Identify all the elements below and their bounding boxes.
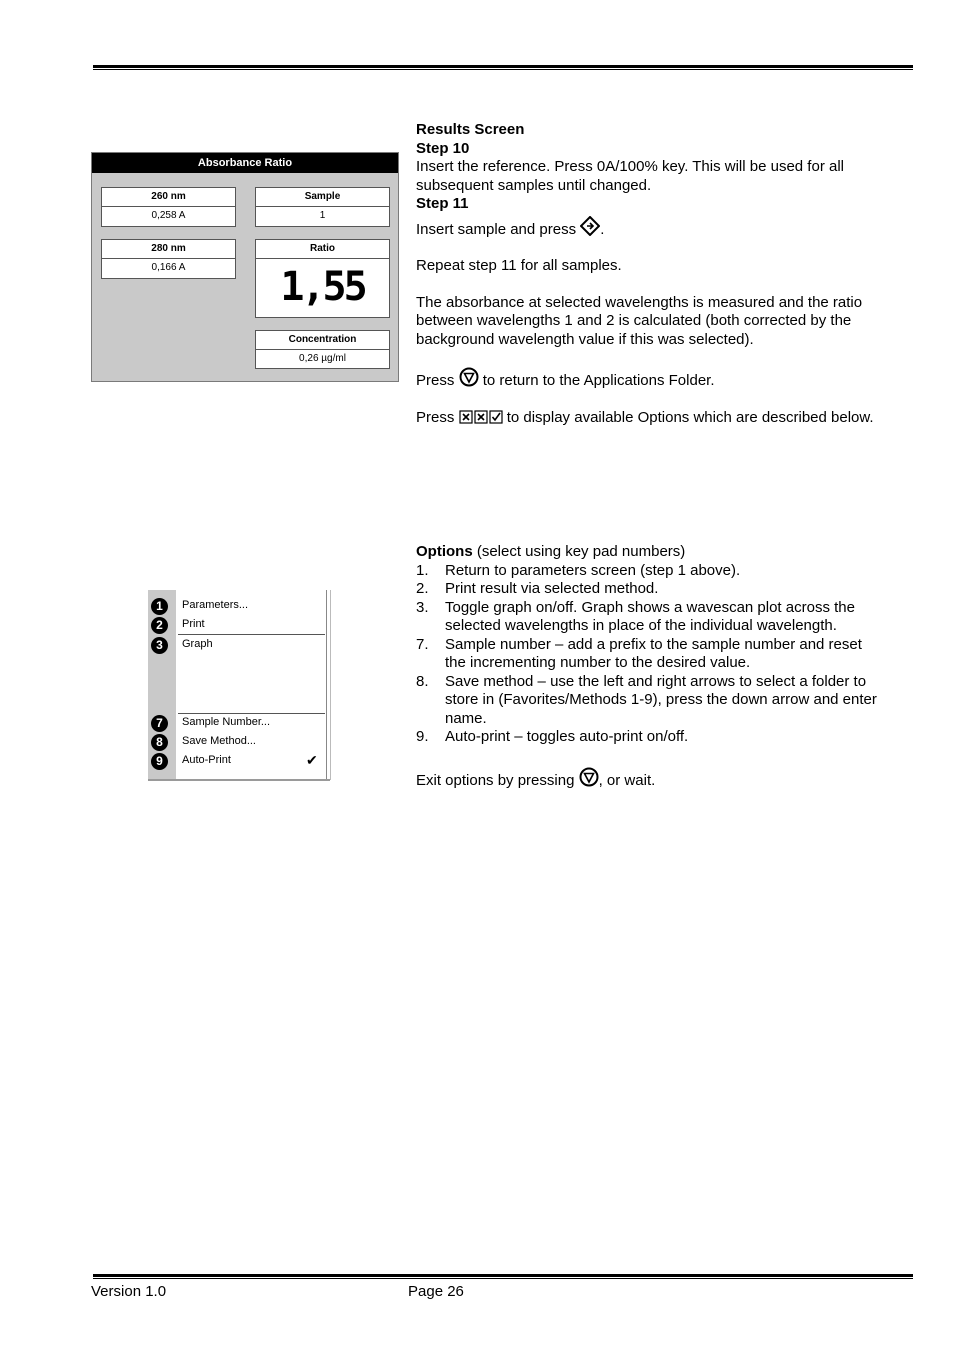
exit-pre: Exit options by pressing [416,771,575,789]
menu-item-print[interactable] [148,615,328,634]
menu-item-graph[interactable] [148,635,328,654]
screen-title: Absorbance Ratio [92,153,398,173]
options-heading-line [416,543,886,562]
menu-item-sample-number[interactable] [148,713,328,732]
sample-box [255,187,390,227]
wavelength-2-value: 0,166 A [151,262,186,273]
menu-bottom-edge [148,779,330,781]
menu-item-label: Auto-Print [182,754,231,766]
options-heading: Options [416,543,473,560]
menu-number-icon: 2 [151,617,168,634]
menu-item-label: Sample Number... [182,716,271,728]
list-item [416,636,886,673]
options-list [416,562,886,747]
menu-number-icon: 7 [151,715,168,732]
options-line [416,409,886,430]
list-item [416,562,886,581]
list-item-text: Print result via selected method. [445,580,659,597]
list-item-text: Return to parameters screen (step 1 above). [445,561,741,579]
wavelength-1-value: 0,258 A [151,210,186,221]
list-item-text: Sample number – add a prefix to the sample number and reset the incrementing number to the desired value. [445,635,862,671]
stop-key-icon [579,767,599,793]
ratio-label: Ratio [256,240,389,259]
ratio-value: 1,55 [280,264,365,310]
return-text: to return to the Applications Folder. [482,372,715,389]
list-item [416,599,886,636]
list-item [416,728,886,747]
return-press: Press [416,372,455,389]
menu-item-label: Print [182,618,205,630]
wavelength-1-label: 260 nm [102,188,235,207]
menu-item-label: Save Method... [182,735,256,747]
options-heading-note: (select using key pad numbers) [472,543,686,560]
step-10-text: Insert the reference. Press 0A/100% key. This will be used for all subsequent samples until changed. [416,158,844,194]
footer-version: Version 1.0 [91,1283,167,1300]
concentration-box [255,330,390,369]
list-item [416,673,886,729]
list-item-number: 3. [416,598,429,616]
menu-item-label: Parameters... [182,599,249,611]
list-item-text: Auto-print – toggles auto-print on/off. [445,728,689,745]
options-press: Press [416,408,455,426]
list-item [416,580,886,599]
footer-rule-thick [93,1274,913,1277]
menu-number-icon: 1 [151,598,168,615]
list-item-number: 7. [416,635,429,653]
options-menu [148,590,331,782]
options-keys-icon [459,410,503,430]
concentration-label: Concentration [256,331,389,350]
return-line [416,367,886,393]
results-section [416,121,886,429]
step-11-pre: Insert sample and press [416,220,577,238]
list-item-text: Toggle graph on/off. Graph shows a wavescan plot across the selected wavelengths in place of the individual wavelength. [445,598,855,634]
wavelength-2-label: 280 nm [102,240,235,259]
sample-value: 1 [319,210,326,221]
sample-label: Sample [256,188,389,207]
concentration-value: 0,26 µg/ml [299,353,346,364]
repeat-text: Repeat step 11 for all samples. [416,257,622,274]
step-11-line [416,216,886,242]
list-item-number: 2. [416,580,429,597]
menu-number-icon: 9 [151,753,168,770]
options-text: to display available Options which are described below. [506,408,874,426]
header-rule-thin [93,69,913,70]
footer-rule-thin [93,1278,913,1279]
ratio-box [255,239,390,318]
footer-page-number: Page 26 [408,1283,464,1300]
absorbance-text: The absorbance at selected wavelengths is measured and the ratio between wavelengths 1 and 2 is calculated (both corrected by the background wavelength value if this was selected). [416,293,863,348]
exit-line [416,767,886,793]
menu-number-icon: 8 [151,734,168,751]
menu-item-auto-print[interactable] [148,751,328,770]
menu-number-icon: 3 [151,637,168,654]
list-item-number: 8. [416,672,429,690]
start-key-icon [580,216,600,242]
options-section [416,543,886,792]
menu-item-label: Graph [182,638,213,650]
wavelength-2-box [101,239,236,279]
menu-item-save-method[interactable] [148,732,328,751]
list-item-number: 1. [416,561,429,579]
wavelength-1-box [101,187,236,227]
header-rule-thick [93,65,913,68]
step-11-title: Step 11 [416,195,469,212]
step-11-post: . [600,220,605,238]
checkmark-icon: ✔ [306,752,318,768]
exit-post: , or wait. [598,771,656,789]
absorbance-ratio-screen [91,152,399,382]
menu-item-parameters[interactable] [148,596,328,615]
list-item-text: Save method – use the left and right arrows to select a folder to store in (Favorites/Methods 1-9), press the down arrow and enter name. [445,672,877,727]
stop-key-icon [459,367,479,393]
results-heading: Results Screen [416,121,525,138]
step-10-title: Step 10 [416,139,470,157]
list-item-number: 9. [416,728,429,745]
